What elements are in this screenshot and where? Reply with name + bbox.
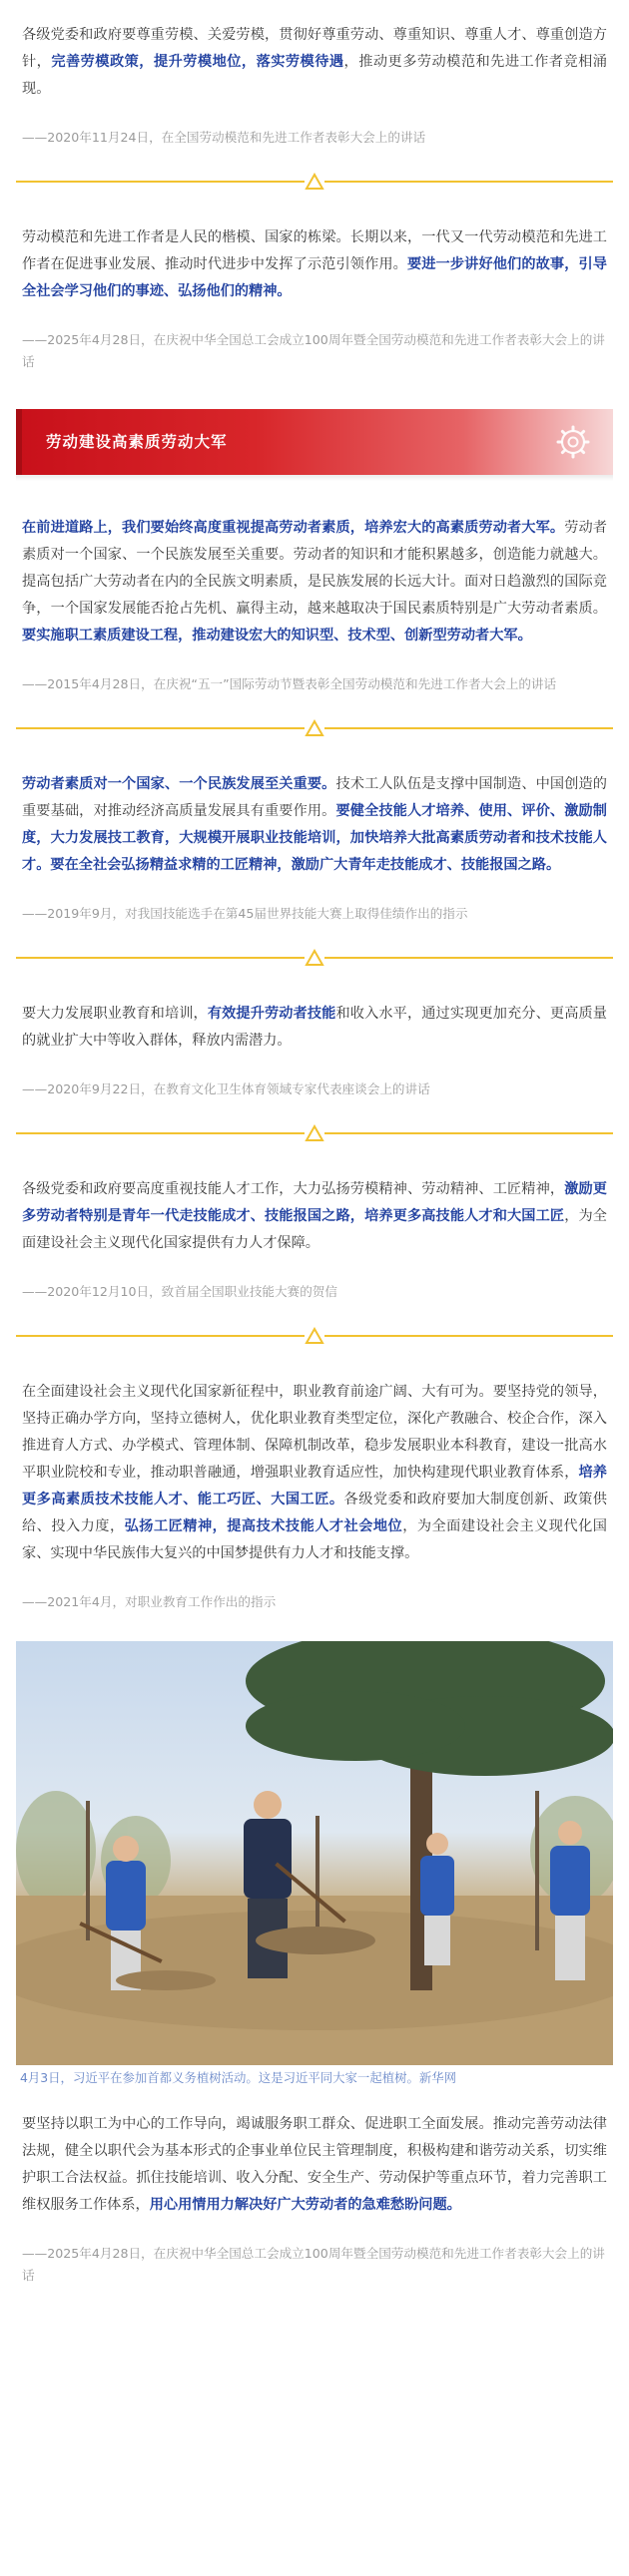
quote-block <box>16 979 613 1110</box>
highlight-text: 弘扬工匠精神，提高技术技能人才社会地位 <box>124 1518 403 1534</box>
triangle-icon <box>305 173 324 191</box>
quote-text <box>22 1001 607 1055</box>
body-text: 劳动者素质对一个国家、一个民族发展至关重要。劳动者的知识和才能积累越多，创造能力就越大。提高包括广大劳动者在内的全民族文明素质，是民族发展的长远大计。面对日趋激烈的国际竞争，一个国家发展能否抢占先机、赢得主动，越来越取决于国民素质特别是广大劳动者素质。 <box>22 520 607 617</box>
highlight-text: 用心用情用力解决好广大劳动者的急难愁盼问题。 <box>149 2197 461 2213</box>
body-text: ，为全面建设社会主义现代化国家提供有力人才保障。 <box>22 1208 607 1251</box>
triangle-icon <box>305 949 324 967</box>
section-divider <box>16 941 613 975</box>
quote-source: ——2020年12月10日，致首届全国职业技能大赛的贺信 <box>22 1284 337 1299</box>
highlight-text: 要健全技能人才培养、使用、评价、激励制度，大力发展技工教育，大规模开展职业技能培训，加快培养大批高素质劳动者和技术技能人才。要在全社会弘扬精益求精的工匠精神，激励广大青年走技能成才、技能报国之路。 <box>22 803 607 873</box>
highlight-text: 在前进道路上，我们要始终高度重视提高劳动者素质，培养宏大的高素质劳动者大军。 <box>22 520 565 536</box>
quote-text <box>22 1379 607 1567</box>
quote-block <box>16 1357 613 1623</box>
body-text: 要坚持以职工为中心的工作导向，竭诚服务职工群众、促进职工全面发展。推动完善劳动法律法规，健全以职代会为基本形式的企事业单位民主管理制度，积极构建和谐劳动关系，切实维护职工合法权益。抓住技能培训、收入分配、安全生产、劳动保护等重点环节，着力完善职工维权服务工作体系， <box>22 2116 607 2213</box>
quote-block <box>16 1154 613 1313</box>
highlight-text: 要进一步讲好他们的故事，引导全社会学习他们的事迹、弘扬他们的精神。 <box>22 256 607 299</box>
body-text: 各级党委和政府要尊重劳模、关爱劳模，贯彻好尊重劳动、尊重知识、尊重人才、尊重创造方针， <box>22 27 607 70</box>
section-divider <box>16 165 613 199</box>
body-text: 要大力发展职业教育和培训， <box>22 1006 208 1022</box>
body-text: 技术工人队伍是支撑中国制造、中国创造的重要基础，对推动经济高质量发展具有重要作用。 <box>22 776 607 819</box>
quote-text <box>22 2111 607 2219</box>
body-text: 在全面建设社会主义现代化国家新征程中，职业教育前途广阔、大有可为。要坚持党的领导，坚持正确办学方向，坚持立德树人，优化职业教育类型定位，深化产教融合、校企合作，深入推进育人方式、办学模式、管理体制、保障机制改革，稳步发展职业本科教育，建设一批高水平职业院校和专业，推动职普融通，增强职业教育适应性，加快构建现代职业教育体系， <box>22 1384 607 1481</box>
body-text: ，为全面建设社会主义现代化国家、实现中华民族伟大复兴的中国梦提供有力人才和技能支撑。 <box>22 1518 607 1561</box>
triangle-icon <box>305 719 324 737</box>
highlight-text: 培养更多高素质技术技能人才、能工巧匠、大国工匠。 <box>22 1465 607 1507</box>
highlight-text: 要实施职工素质建设工程，推动建设宏大的知识型、技术型、创新型劳动者大军。 <box>22 628 532 644</box>
quote-block <box>16 493 613 705</box>
highlight-text: 完善劳模政策，提升劳模地位，落实劳模待遇 <box>51 54 344 70</box>
triangle-icon <box>305 1124 324 1142</box>
quote-source: ——2025年4月28日，在庆祝中华全国总工会成立100周年暨全国劳动模范和先进工作者表彰大会上的讲话 <box>22 332 605 369</box>
quote-text <box>22 224 607 305</box>
photo-caption: 4月3日，习近平在参加首都义务植树活动。这是习近平同大家一起植树。新华网 <box>20 2070 457 2085</box>
highlight-text: 有效提升劳动者技能 <box>207 1006 336 1022</box>
body-text: 各级党委和政府要高度重视技能人才工作，大力弘扬劳模精神、劳动精神、工匠精神， <box>22 1181 565 1197</box>
section-divider <box>16 711 613 745</box>
section-divider <box>16 1116 613 1150</box>
quote-text <box>22 771 607 879</box>
body-text: 和收入水平，通过实现更加充分、更高质量的就业扩大中等收入群体，释放内需潜力。 <box>22 1006 607 1049</box>
quote-block <box>16 749 613 935</box>
quote-source: ——2020年9月22日，在教育文化卫生体育领域专家代表座谈会上的讲话 <box>22 1081 430 1096</box>
quote-source: ——2025年4月28日，在庆祝中华全国总工会成立100周年暨全国劳动模范和先进工作者表彰大会上的讲话 <box>22 2246 605 2283</box>
highlight-text: 激励更多劳动者特别是青年一代走技能成才、技能报国之路，培养更多高技能人才和大国工匠 <box>22 1181 607 1224</box>
section-divider <box>16 1319 613 1353</box>
quote-source: ——2019年9月，对我国技能选手在第45届世界技能大赛上取得佳绩作出的指示 <box>22 906 468 921</box>
triangle-icon <box>305 1327 324 1345</box>
quote-source: ——2021年4月，对职业教育工作作出的指示 <box>22 1594 277 1609</box>
body-text: 各级党委和政府要加大制度创新、政策供给、投入力度， <box>22 1492 607 1534</box>
quote-block <box>16 2089 613 2297</box>
gear-icon <box>555 424 591 460</box>
body-text: 劳动模范和先进工作者是人民的楷模、国家的栋梁。长期以来，一代又一代劳动模范和先进工作者在促进事业发展、推动时代进步中发挥了示范引领作用。 <box>22 229 607 272</box>
news-photo <box>16 1641 613 2089</box>
tree-planting-image <box>16 1641 613 2065</box>
highlight-text: 劳动者素质对一个国家、一个民族发展至关重要。 <box>22 776 336 792</box>
quote-text <box>22 515 607 649</box>
section-banner <box>16 409 613 475</box>
quote-source: ——2015年4月28日，在庆祝“五一”国际劳动节暨表彰全国劳动模范和先进工作者大会上的讲话 <box>22 676 557 691</box>
quote-block <box>16 203 613 383</box>
quote-source: ——2020年11月24日，在全国劳动模范和先进工作者表彰大会上的讲话 <box>22 130 426 145</box>
quote-text <box>22 1176 607 1257</box>
quote-block <box>16 0 613 159</box>
section-title: 劳动建设高素质劳动大军 <box>46 433 228 451</box>
body-text: ，推动更多劳动模范和先进工作者竞相涌现。 <box>22 54 607 97</box>
quote-text <box>22 22 607 103</box>
